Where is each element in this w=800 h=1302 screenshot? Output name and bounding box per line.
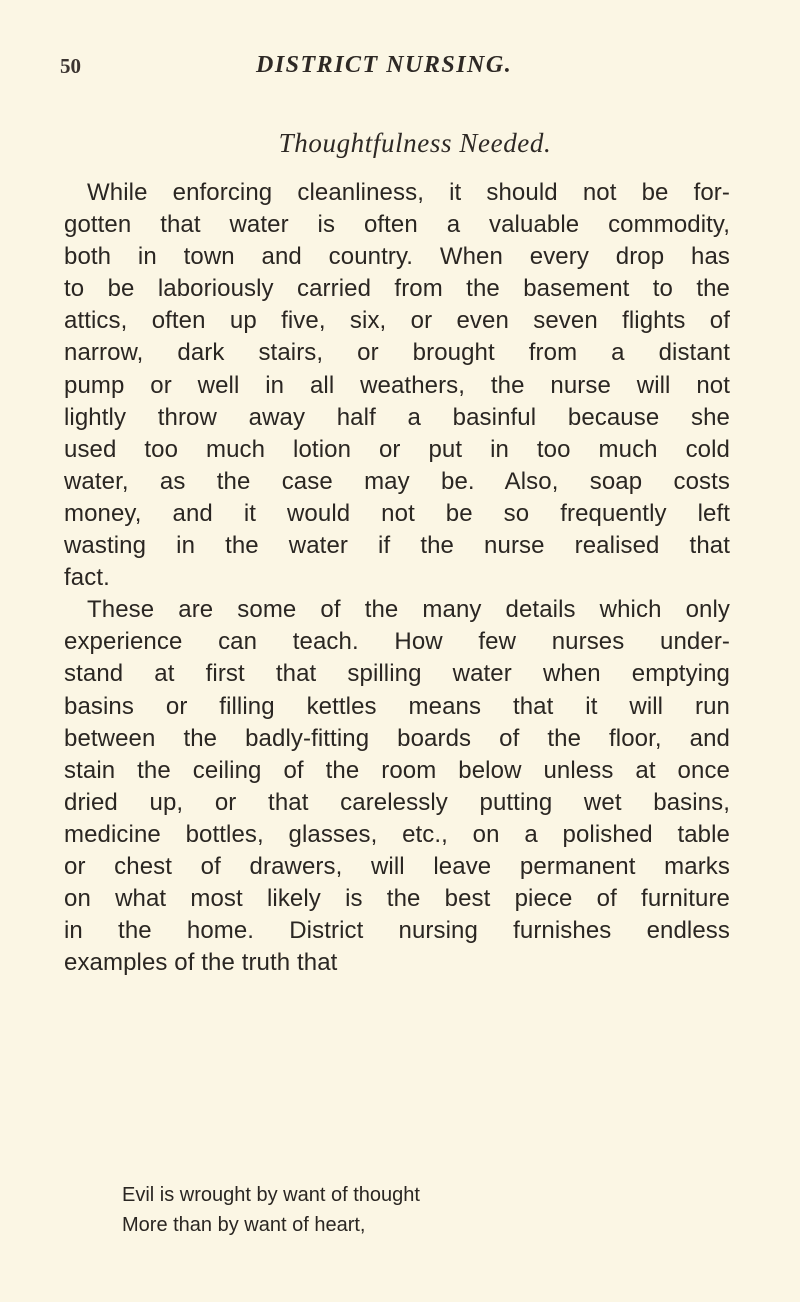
text-line: basins or filling kettles means that it will run xyxy=(64,692,730,720)
running-head: DISTRICT NURSING. xyxy=(256,52,513,78)
text-line: pump or well in all weathers, the nurse will not xyxy=(64,371,730,399)
text-line: fact. xyxy=(64,564,110,592)
text-line: money, and it would not be so frequently left xyxy=(64,499,730,527)
text-line: to be laboriously carried from the basement to the xyxy=(64,275,730,303)
text-line: used too much lotion or put in too much cold xyxy=(64,435,730,463)
text-line: gotten that water is often a valuable commodity, xyxy=(64,211,730,239)
body-text xyxy=(64,177,730,979)
text-line: While enforcing cleanliness, it should not be for- xyxy=(87,179,730,206)
text-line: stain the ceiling of the room below unless at once xyxy=(64,756,730,784)
text-line: examples of the truth that xyxy=(64,949,338,977)
text-line: lightly throw away half a basinful because she xyxy=(64,403,730,431)
verse-line: Evil is wrought by want of thought xyxy=(122,1184,420,1206)
text-line: attics, often up five, six, or even seven flights of xyxy=(64,307,730,335)
text-line: on what most likely is the best piece of furniture xyxy=(64,885,730,913)
page-number: 50 xyxy=(60,54,81,78)
text-line: in the home. District nursing furnishes endless xyxy=(64,917,730,945)
verse-line: More than by want of heart, xyxy=(122,1214,366,1236)
text-line: both in town and country. When every drop has xyxy=(64,243,730,271)
text-line: narrow, dark stairs, or brought from a distant xyxy=(64,339,730,367)
text-line: experience can teach. How few nurses under- xyxy=(64,628,730,656)
verse-quotation xyxy=(122,1181,682,1239)
text-line: medicine bottles, glasses, etc., on a polished table xyxy=(64,820,730,848)
text-line: These are some of the many details which only xyxy=(87,596,730,624)
text-line: water, as the case may be. Also, soap costs xyxy=(64,467,730,495)
text-line: or chest of drawers, will leave permanent marks xyxy=(64,852,730,880)
text-line: wasting in the water if the nurse realised that xyxy=(64,532,730,560)
text-line: dried up, or that carelessly putting wet basins, xyxy=(64,788,730,816)
text-line: stand at first that spilling water when emptying xyxy=(64,660,730,688)
page-header xyxy=(60,50,760,90)
text-line: between the badly-fitting boards of the floor, and xyxy=(64,724,730,752)
section-title: Thoughtfulness Needed. xyxy=(278,128,552,158)
